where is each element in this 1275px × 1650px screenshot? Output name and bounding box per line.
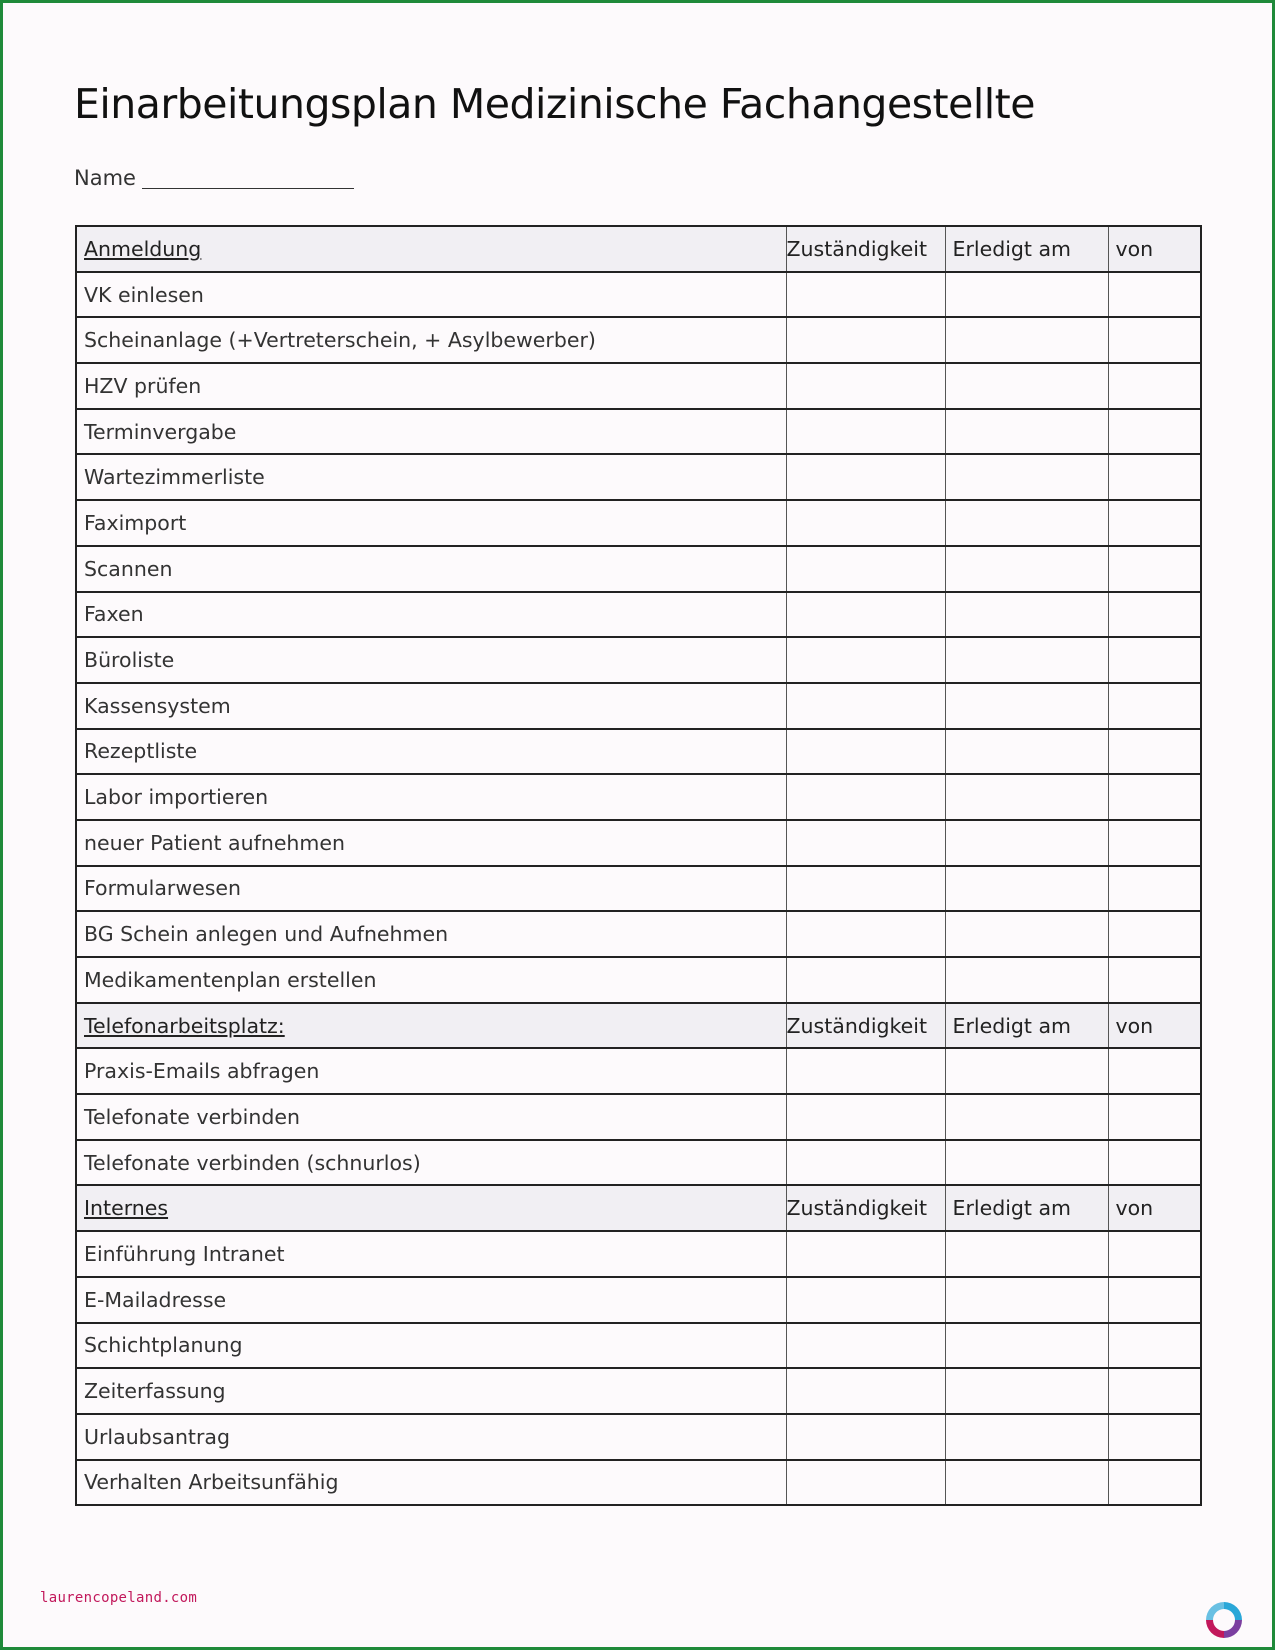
completed-date-cell[interactable] xyxy=(945,911,1108,957)
responsibility-cell[interactable] xyxy=(786,820,945,866)
task-label: Scheinanlage (+Vertreterschein, + Asylbewerber) xyxy=(76,317,786,363)
task-label: Praxis-Emails abfragen xyxy=(76,1048,786,1094)
by-cell[interactable] xyxy=(1108,1460,1201,1506)
table-row xyxy=(76,1140,1201,1186)
task-label: Faximport xyxy=(76,500,786,546)
completed-date-cell[interactable] xyxy=(945,317,1108,363)
table-row xyxy=(76,957,1201,1003)
section-header-row xyxy=(76,1185,1201,1231)
responsibility-cell[interactable] xyxy=(786,1460,945,1506)
task-label: Labor importieren xyxy=(76,774,786,820)
completed-date-cell[interactable] xyxy=(945,1368,1108,1414)
table-row xyxy=(76,1231,1201,1277)
table-row xyxy=(76,637,1201,683)
responsibility-cell[interactable] xyxy=(786,1277,945,1323)
task-label: neuer Patient aufnehmen xyxy=(76,820,786,866)
completed-date-cell[interactable] xyxy=(945,729,1108,775)
watermark-text: laurencopeland.com xyxy=(40,1590,198,1606)
table-row xyxy=(76,363,1201,409)
training-plan-table xyxy=(75,225,1202,1506)
responsibility-cell[interactable] xyxy=(786,1140,945,1186)
by-cell[interactable] xyxy=(1108,1048,1201,1094)
completed-date-cell[interactable] xyxy=(945,272,1108,318)
responsibility-cell[interactable] xyxy=(786,409,945,455)
section-heading: Telefonarbeitsplatz: xyxy=(76,1003,786,1049)
completed-date-cell[interactable] xyxy=(945,1460,1108,1506)
by-cell[interactable] xyxy=(1108,1231,1201,1277)
task-label: Telefonate verbinden xyxy=(76,1094,786,1140)
column-header: von xyxy=(1108,1003,1201,1049)
by-cell[interactable] xyxy=(1108,1368,1201,1414)
completed-date-cell[interactable] xyxy=(945,363,1108,409)
task-label: BG Schein anlegen und Aufnehmen xyxy=(76,911,786,957)
responsibility-cell[interactable] xyxy=(786,957,945,1003)
responsibility-cell[interactable] xyxy=(786,454,945,500)
responsibility-cell[interactable] xyxy=(786,1094,945,1140)
task-label: Rezeptliste xyxy=(76,729,786,775)
by-cell[interactable] xyxy=(1108,363,1201,409)
column-header: Erledigt am xyxy=(945,1003,1108,1049)
completed-date-cell[interactable] xyxy=(945,1048,1108,1094)
table-row xyxy=(76,866,1201,912)
responsibility-cell[interactable] xyxy=(786,683,945,729)
table-row xyxy=(76,1048,1201,1094)
task-label: Scannen xyxy=(76,546,786,592)
task-label: Kassensystem xyxy=(76,683,786,729)
responsibility-cell[interactable] xyxy=(786,272,945,318)
completed-date-cell[interactable] xyxy=(945,820,1108,866)
task-label: E-Mailadresse xyxy=(76,1277,786,1323)
completed-date-cell[interactable] xyxy=(945,1277,1108,1323)
completed-date-cell[interactable] xyxy=(945,1140,1108,1186)
task-label: Einführung Intranet xyxy=(76,1231,786,1277)
column-header: von xyxy=(1108,1185,1201,1231)
responsibility-cell[interactable] xyxy=(786,1048,945,1094)
section-heading: Internes xyxy=(76,1185,786,1231)
by-cell[interactable] xyxy=(1108,866,1201,912)
completed-date-cell[interactable] xyxy=(945,1323,1108,1369)
table-row xyxy=(76,592,1201,638)
table-row xyxy=(76,454,1201,500)
by-cell[interactable] xyxy=(1108,911,1201,957)
by-cell[interactable] xyxy=(1108,272,1201,318)
responsibility-cell[interactable] xyxy=(786,866,945,912)
by-cell[interactable] xyxy=(1108,1140,1201,1186)
table-row xyxy=(76,546,1201,592)
responsibility-cell[interactable] xyxy=(786,546,945,592)
training-plan-body xyxy=(76,226,1201,1505)
by-cell[interactable] xyxy=(1108,774,1201,820)
task-label: Terminvergabe xyxy=(76,409,786,455)
column-header: von xyxy=(1108,226,1201,272)
completed-date-cell[interactable] xyxy=(945,957,1108,1003)
responsibility-cell[interactable] xyxy=(786,729,945,775)
by-cell[interactable] xyxy=(1108,454,1201,500)
table-row xyxy=(76,729,1201,775)
task-label: Wartezimmerliste xyxy=(76,454,786,500)
completed-date-cell[interactable] xyxy=(945,683,1108,729)
table-row xyxy=(76,500,1201,546)
completed-date-cell[interactable] xyxy=(945,500,1108,546)
name-blank-line[interactable] xyxy=(142,166,354,189)
by-cell[interactable] xyxy=(1108,1323,1201,1369)
responsibility-cell[interactable] xyxy=(786,1323,945,1369)
table-row xyxy=(76,911,1201,957)
column-header: Erledigt am xyxy=(945,1185,1108,1231)
completed-date-cell[interactable] xyxy=(945,637,1108,683)
column-header: Zuständigkeit xyxy=(786,1185,945,1231)
completed-date-cell[interactable] xyxy=(945,866,1108,912)
table-row xyxy=(76,1277,1201,1323)
page-title: Einarbeitungsplan Medizinische Fachangestellte xyxy=(74,80,1035,128)
section-heading: Anmeldung xyxy=(76,226,786,272)
responsibility-cell[interactable] xyxy=(786,911,945,957)
circular-arrows-logo-icon xyxy=(1202,1598,1246,1642)
by-cell[interactable] xyxy=(1108,500,1201,546)
task-label: Büroliste xyxy=(76,637,786,683)
task-label: Telefonate verbinden (schnurlos) xyxy=(76,1140,786,1186)
by-cell[interactable] xyxy=(1108,637,1201,683)
responsibility-cell[interactable] xyxy=(786,774,945,820)
by-cell[interactable] xyxy=(1108,957,1201,1003)
section-header-row xyxy=(76,1003,1201,1049)
task-label: Faxen xyxy=(76,592,786,638)
responsibility-cell[interactable] xyxy=(786,317,945,363)
responsibility-cell[interactable] xyxy=(786,1231,945,1277)
completed-date-cell[interactable] xyxy=(945,454,1108,500)
by-cell[interactable] xyxy=(1108,1277,1201,1323)
responsibility-cell[interactable] xyxy=(786,363,945,409)
task-label: Formularwesen xyxy=(76,866,786,912)
table-row xyxy=(76,774,1201,820)
table-row xyxy=(76,1368,1201,1414)
section-header-row xyxy=(76,226,1201,272)
table-row xyxy=(76,409,1201,455)
by-cell[interactable] xyxy=(1108,820,1201,866)
task-label: Medikamentenplan erstellen xyxy=(76,957,786,1003)
task-label: Urlaubsantrag xyxy=(76,1414,786,1460)
name-label: Name xyxy=(74,166,136,190)
table-row xyxy=(76,272,1201,318)
responsibility-cell[interactable] xyxy=(786,1414,945,1460)
name-field-row xyxy=(74,166,354,190)
by-cell[interactable] xyxy=(1108,729,1201,775)
table-row xyxy=(76,1460,1201,1506)
responsibility-cell[interactable] xyxy=(786,637,945,683)
completed-date-cell[interactable] xyxy=(945,1414,1108,1460)
column-header: Erledigt am xyxy=(945,226,1108,272)
responsibility-cell[interactable] xyxy=(786,1368,945,1414)
by-cell[interactable] xyxy=(1108,1414,1201,1460)
by-cell[interactable] xyxy=(1108,317,1201,363)
by-cell[interactable] xyxy=(1108,1094,1201,1140)
task-label: HZV prüfen xyxy=(76,363,786,409)
completed-date-cell[interactable] xyxy=(945,1231,1108,1277)
responsibility-cell[interactable] xyxy=(786,592,945,638)
table-row xyxy=(76,1094,1201,1140)
completed-date-cell[interactable] xyxy=(945,409,1108,455)
by-cell[interactable] xyxy=(1108,683,1201,729)
responsibility-cell[interactable] xyxy=(786,500,945,546)
completed-date-cell[interactable] xyxy=(945,1094,1108,1140)
column-header: Zuständigkeit xyxy=(786,1003,945,1049)
table-row xyxy=(76,317,1201,363)
completed-date-cell[interactable] xyxy=(945,592,1108,638)
by-cell[interactable] xyxy=(1108,409,1201,455)
by-cell[interactable] xyxy=(1108,592,1201,638)
completed-date-cell[interactable] xyxy=(945,546,1108,592)
table-row xyxy=(76,683,1201,729)
table-row xyxy=(76,1323,1201,1369)
by-cell[interactable] xyxy=(1108,546,1201,592)
task-label: Verhalten Arbeitsunfähig xyxy=(76,1460,786,1506)
column-header: Zuständigkeit xyxy=(786,226,945,272)
table-row xyxy=(76,820,1201,866)
table-row xyxy=(76,1414,1201,1460)
task-label: VK einlesen xyxy=(76,272,786,318)
task-label: Zeiterfassung xyxy=(76,1368,786,1414)
completed-date-cell[interactable] xyxy=(945,774,1108,820)
task-label: Schichtplanung xyxy=(76,1323,786,1369)
